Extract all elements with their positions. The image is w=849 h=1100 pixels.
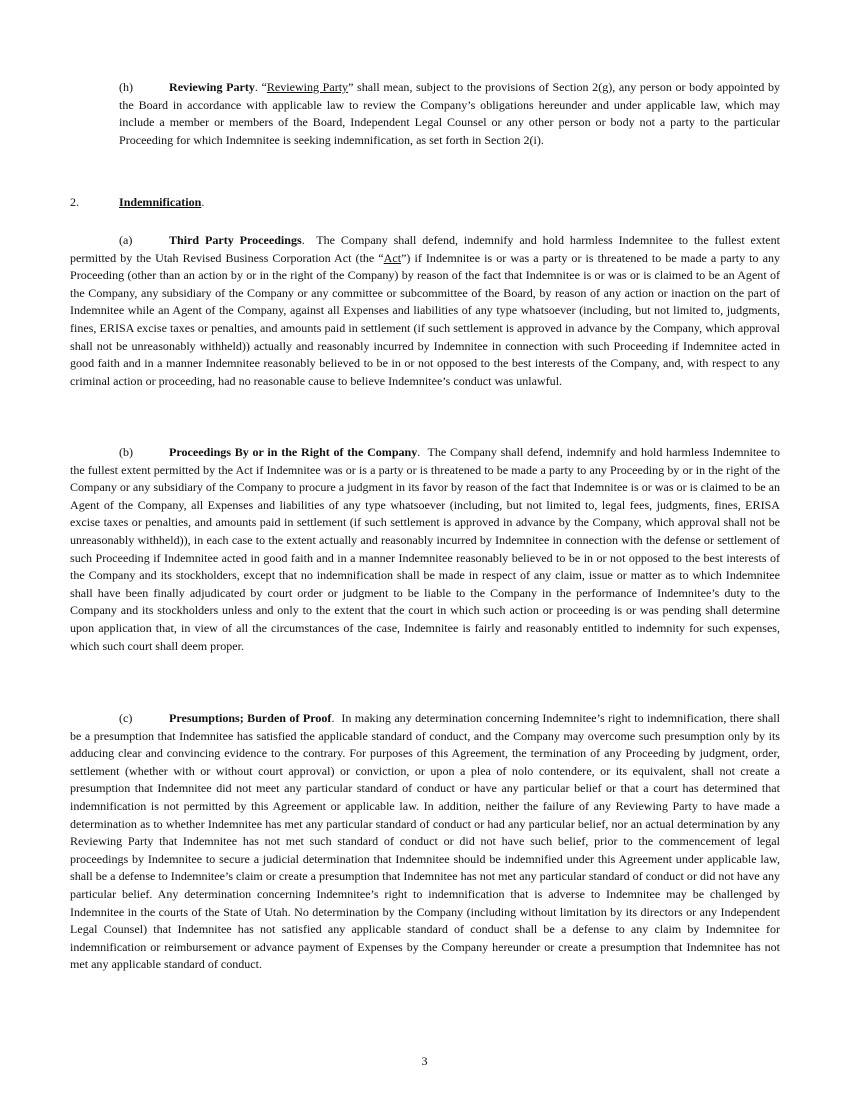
section-2-title: Indemnification: [119, 195, 202, 209]
page-number: 3: [421, 1054, 428, 1068]
section-2-number: 2.: [70, 195, 80, 209]
paragraph-b-title: Proceedings By or in the Right of the Company: [169, 445, 418, 459]
paragraph-b-text: The Company shall defend, indemnify and hold harmless Indemnitee to the fullest extent permitted by the Act if Indemnitee was or is a party or is threatened to be made a party to any Proceeding by or in the right of the Company or any subsidiary of the Company to procure a judgment in its favor by reason of the fact that Indemnitee is or was or is claimed to be an Agent of the Company, all Expenses and liabilities of any type whatsoever (including, but not limited to, legal fees, judgments, fines, ERISA excise taxes or penalties, and amounts paid in settlement (if such settlement is approved in advance by the Company, which approval shall not be unreasonably withheld)), in each case to the extent actually and reasonably incurred by Indemnitee in connection with the defense or settlement of such Proceeding if Indemnitee acted in good faith and in a manner Indemnitee reasonably believed to be in or not opposed to the best interests of the Company and its stockholders, except that no indemnification shall be made in respect of any claim, issue or matter as to which Indemnitee shall have been finally adjudicated by court order or judgment to be liable to the Company in the performance of Indemnitee’s duty to the Company and its stockholders unless and only to the extent that the court in which such action or proceeding is or was pending shall determine upon application that, in view of all the circumstances of the case, Indemnitee is fairly and reasonably entitled to indemnity for such expenses, which such court shall deem proper.: [70, 445, 780, 653]
paragraph-a-text-1: The Company shall defend, indemnify and hold harmless Indemnitee to the fullest extent permitted by the Utah Revised Business Corporation Act (the “: [70, 233, 780, 265]
section-2-heading: 2. Indemnification.: [70, 194, 780, 212]
paragraph-b: (b) Proceedings By or in the Right of the Company. The Company shall defend, indemnify and hold harmless Indemnitee to the fullest extent permitted by the Act if Indemnitee was or is a party or is threatened to be made a party to any Proceeding by or in the right of the Company or any subsidiary of the Company to procure a judgment in its favor by reason of the fact that Indemnitee is or was or is claimed to be an Agent of the Company, all Expenses and liabilities of any type whatsoever (including, but not limited to, legal fees, judgments, fines, ERISA excise taxes or penalties, and amounts paid in settlement (if such settlement is approved in advance by the Company, which approval shall not be unreasonably withheld)), in each case to the extent actually and reasonably incurred by Indemnitee in connection with the defense or settlement of such Proceeding if Indemnitee acted in good faith and in a manner Indemnitee reasonably believed to be in or not opposed to the best interests of the Company and its stockholders, except that no indemnification shall be made in respect of any claim, issue or matter as to which Indemnitee shall have been finally adjudicated by court order or judgment to be liable to the Company in the performance of Indemnitee’s duty to the Company and its stockholders unless and only to the extent that the court in which such action or proceeding is or was pending shall determine upon application that, in view of all the circumstances of the case, Indemnitee is fairly and reasonably entitled to indemnity for such expenses, which such court shall deem proper.: [70, 445, 780, 653]
defined-term-reviewing-party: Reviewing Party: [266, 80, 349, 94]
paragraph-c-text: In making any determination concerning Indemnitee’s right to indemnification, there shall be a presumption that Indemnitee has satisfied the applicable standard of conduct, and the Company may overcome such presumption only by its adducing clear and convincing evidence to the contrary. For purposes of this Agreement, the termination of any Proceeding by judgment, order, settlement (whether with or without court approval) or conviction, or upon a plea of nolo contendere, or its equivalent, shall not create a presumption that Indemnitee did not meet any particular standard of conduct or have any particular belief or that a court has determined that indemnification is not permitted by this Agreement or applicable law. In addition, neither the failure of any Reviewing Party to have made a determination as to whether Indemnitee has met any particular standard of conduct or had any particular belief, nor an actual determination by any Reviewing Party that Indemnitee has not met such standard of conduct or did not have such belief, prior to the commencement of legal proceedings by Indemnitee to secure a judicial determination that Indemnitee should be indemnified under this Agreement under applicable law, shall be a defense to Indemnitee’s claim or create a presumption that Indemnitee has not met any particular standard of conduct or did not have any particular belief. Any determination concerning Indemnitee’s right to indemnification that is adverse to Indemnitee may be challenged by Indemnitee in the courts of the State of Utah. No determination by the Company (including without limitation by its directors or any Independent Legal Counsel) that Indemnitee has not satisfied any applicable standard of conduct shall be a defense to any claim by Indemnitee for indemnification or reimbursement or advance payment of Expenses by the Company hereunder or create a presumption that Indemnitee has not met any applicable standard of conduct.: [70, 711, 781, 972]
paragraph-a-label: (a): [119, 233, 133, 247]
paragraph-c-label: (c): [119, 711, 133, 725]
paragraph-a-text-2: ”) if Indemnitee is or was a party or is threatened to be made a party to any Proceeding (other than an action by or in the right of the Company) by reason of the fact that Indemnitee is or was or is claimed to be an Agent of the Company, any subsidiary of the Company or any committee or subcommittee of the Board, by reason of any action or inaction on the part of Indemnitee while an Agent of the Company, against all Expenses and liabilities of any type whatsoever (including, but not limited to, judgments, fines, ERISA excise taxes or penalties, and amounts paid in settlement (if such settlement is approved in advance by the Company, which approval shall not be unreasonably withheld)) actually and reasonably incurred by Indemnitee in connection with such Proceeding if Indemnitee acted in good faith and in a manner Indemnitee reasonably believed to be in or not opposed to the best interests of the Company, and, with respect to any criminal action or proceeding, had no reasonable cause to believe Indemnitee’s conduct was unlawful.: [70, 250, 780, 388]
paragraph-h-text: ” shall mean, subject to the provisions of Section 2(g), any person or body appointed by the Board in accordance with applicable law to review the Company’s obligations hereunder and under applicable law, which may include a member or members of the Board, Independent Legal Counsel or any other person or body not a party to the particular Proceeding for which Indemnitee is seeking indemnification, as set forth in Section 2(i).: [119, 80, 780, 147]
paragraph-b-label: (b): [119, 445, 134, 459]
paragraph-h-title: Reviewing Party: [169, 80, 255, 94]
defined-term-act: Act: [383, 250, 402, 265]
paragraph-a: (a) Third Party Proceedings. The Company shall defend, indemnify and hold harmless Indemnitee to the fullest extent permitted by the Utah Revised Business Corporation Act (the “Act”) if Indemnitee is or was a party or is threatened to be made a party to any Proceeding (other than an action by or in the right of the Company) by reason of the fact that Indemnitee is or was or is claimed to be an Agent of the Company, any subsidiary of the Company or any committee or subcommittee of the Board, by reason of any action or inaction on the part of Indemnitee while an Agent of the Company, against all Expenses and liabilities of any type whatsoever (including, but not limited to, judgments, fines, ERISA excise taxes or penalties, and amounts paid in settlement (if such settlement is approved in advance by the Company, which approval shall not be unreasonably withheld)) actually and reasonably incurred by Indemnitee in connection with such Proceeding if Indemnitee acted in good faith and in a manner Indemnitee reasonably believed to be in or not opposed to the best interests of the Company, and, with respect to any criminal action or proceeding, had no reasonable cause to believe Indemnitee’s conduct was unlawful.: [70, 233, 780, 388]
paragraph-h-open-quote: “: [261, 80, 267, 94]
paragraph-c: (c) Presumptions; Burden of Proof. In making any determination concerning Indemnitee’s right to indemnification, there shall be a presumption that Indemnitee has satisfied the applicable standard of conduct, and the Company may overcome such presumption only by its adducing clear and convincing evidence to the contrary. For purposes of this Agreement, the termination of any Proceeding by judgment, order, settlement (whether with or without court approval) or conviction, or upon a plea of nolo contendere, or its equivalent, shall not create a presumption that Indemnitee did not meet any particular standard of conduct or have any particular belief or that a court has determined that indemnification is not permitted by this Agreement or applicable law. In addition, neither the failure of any Reviewing Party to have made a determination as to whether Indemnitee has met any particular standard of conduct or had any particular belief, nor an actual determination by any Reviewing Party that Indemnitee has not met such standard of conduct or did not have such belief, prior to the commencement of legal proceedings by Indemnitee to secure a judicial determination that Indemnitee should be indemnified under this Agreement under applicable law, shall be a defense to Indemnitee’s claim or create a presumption that Indemnitee has not met any particular standard of conduct or did not have any particular belief. Any determination concerning Indemnitee’s right to indemnification that is adverse to Indemnitee may be challenged by Indemnitee in the courts of the State of Utah. No determination by the Company (including without limitation by its directors or any Independent Legal Counsel) that Indemnitee has not satisfied any applicable standard of conduct shall be a defense to any claim by Indemnitee for indemnification or reimbursement or advance payment of Expenses by the Company hereunder or create a presumption that Indemnitee has not met any applicable standard of conduct.: [70, 711, 781, 972]
paragraph-c-title: Presumptions; Burden of Proof: [169, 711, 332, 725]
paragraph-a-title: Third Party Proceedings: [169, 233, 302, 247]
paragraph-h-label: (h): [119, 80, 134, 94]
paragraph-h: (h) Reviewing Party. “Reviewing Party” shall mean, subject to the provisions of Section 2(g), any person or body appointed by the Board in accordance with applicable law to review the Company’s obligations hereunder and under applicable law, which may include a member or members of the Board, Independent Legal Counsel or any other person or body not a party to the particular Proceeding for which Indemnitee is seeking indemnification, as set forth in Section 2(i).: [119, 80, 780, 147]
